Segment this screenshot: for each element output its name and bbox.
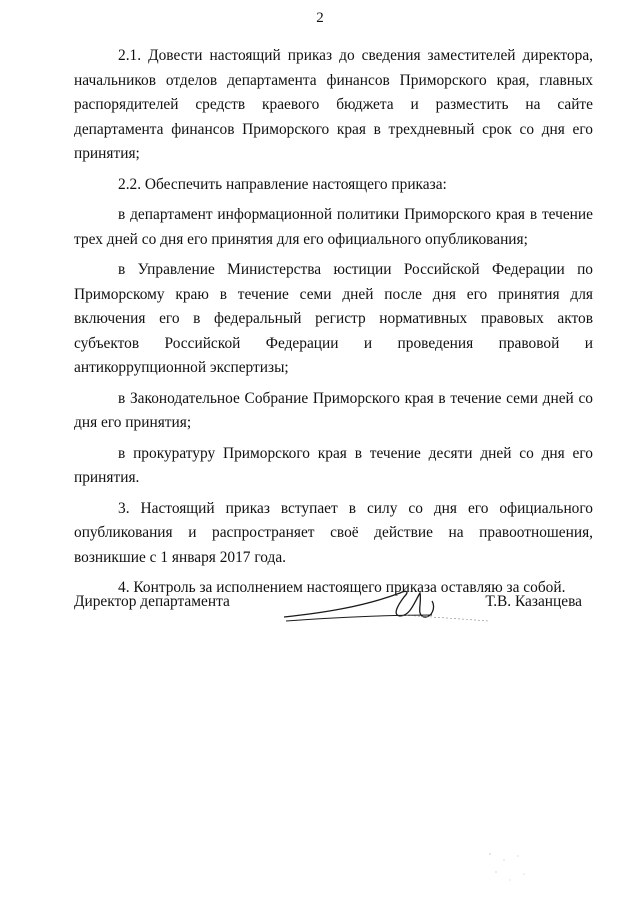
document-body (74, 44, 593, 607)
scan-noise (480, 848, 540, 888)
paragraph-2-1: 2.1. Довести настоящий приказ до сведения заместителей директора, начальников отделов департамента финансов Приморского края, главных распорядителей средств краевого бюджета и разместить на сайте департамента финансов Приморского края в трехдневный срок со дня его принятия; (74, 47, 593, 162)
paragraph-3: 3. Настоящий приказ вступает в силу со дня его официального опубликования и распространяет своё действие на правоотношения, возникшие с 1 января 2017 года. (74, 499, 593, 566)
signatory-title: Директор департамента (74, 593, 230, 610)
paragraph-2-2: 2.2. Обеспечить направление настоящего приказа: (118, 175, 447, 193)
paragraph-4: 4. Контроль за исполнением настоящего приказа оставляю за собой. (118, 579, 566, 596)
signature-block (74, 593, 582, 643)
signatory-name: Т.В. Казанцева (485, 593, 582, 610)
paragraph-info-policy: в департамент информационной политики Приморского края в течение трех дней со дня его принятия для его официального опубликования; (74, 206, 593, 248)
paragraph-prosecutor: в прокуратуру Приморского края в течение десяти дней со дня его принятия. (74, 444, 593, 486)
paragraph-ministry-justice: в Управление Министерства юстиции Российской Федерации по Приморскому краю в течение семи дней после дня его принятия для включения его в федеральный регистр нормативных правовых актов субъектов Российской Федерации и проведения правовой и антикоррупционной экспертизы; (74, 261, 593, 376)
page-number: 2 (316, 10, 324, 26)
handwritten-signature (282, 585, 492, 631)
paragraph-legislative-assembly: в Законодательное Собрание Приморского края в течение семи дней со дня его принятия; (74, 389, 593, 431)
